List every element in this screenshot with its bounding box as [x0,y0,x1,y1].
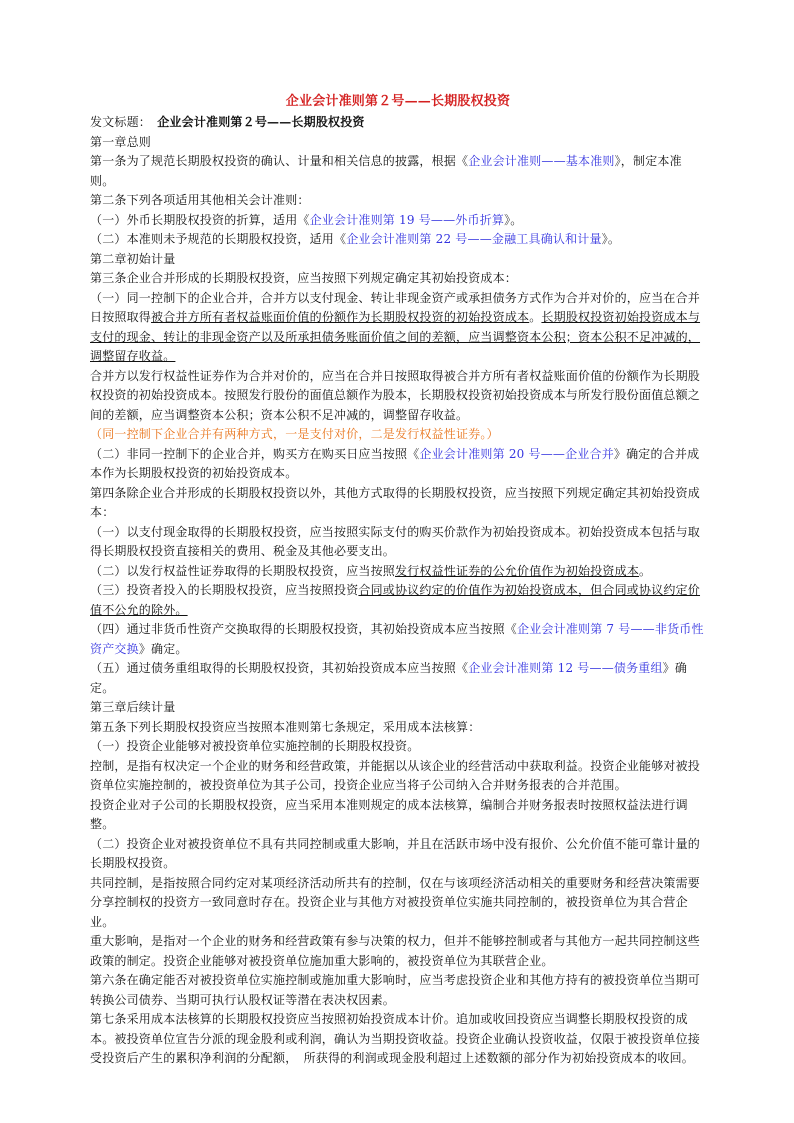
article-7: 第七条采用成本法核算的长期股权投资应当按照初始投资成本计价。追加或收回投资应当调整长期股权投资的成本。被投资单位宣告分派的现金股利或利润，确认为当期投资收益。投资企业确认投资收益，仅限于被投资单位接受投资后产生的累积净利润的分配额， 所获得的利润或现金股利超过上述数额的部分作为初始投资成本的收回。 [90,1012,701,1065]
article-3-item-2 [90,445,706,484]
link-standard-12[interactable]: 企业会计准则第 12 号——债务重组 [468,661,663,675]
item-text-end: 》确定的合并成本作为长期股权投资的初始投资成本。 [90,446,700,480]
item-text-end: 》确定。 [90,661,688,695]
item-text-end: 》确定。 [138,641,188,656]
article-3: 第三条企业合并形成的长期股权投资，应当按照下列规定确定其初始投资成本： [90,271,518,285]
article-4-item-3 [90,581,706,620]
item-text: （一）外币长期股权投资的折算，适用《 [90,212,310,227]
underlined-text: 长期股权投资初始投资成本与支付的现金、转让的非现金资产以及所承担债务账面价值之间的差额，应当调整资本公积；资本公积不足冲减的，调整留存收益。 [90,310,701,363]
article-4: 第四条除企业合并形成的长期股权投资以外，其他方式取得的长期股权投资，应当按照下列规定确定其初始投资成本： [90,485,701,519]
article-1-text-end: 》，制定本准则。 [90,154,682,188]
document-page [90,92,706,1069]
article-4-item-5 [90,659,706,698]
underlined-text: 发行权益性证券的公允价值作为初始投资成本 [395,563,640,578]
item-text: （五）通过债务重组取得的长期股权投资，其初始投资成本应当按照《 [90,661,469,675]
article-5-item-2: （二）投资企业对被投资单位不具有共同控制或重大影响，并且在活跃市场中没有报价、公允价值不能可靠计量的长期股权投资。 [90,836,701,870]
article-2-item-1 [90,211,706,231]
item-text: （二）非同一控制下的企业合并，购买方在购买日应当按照《 [90,446,420,461]
link-standard-22[interactable]: 企业会计准则第 22 号——金融工具确认和计量 [346,232,602,246]
article-6: 第六条在确定能否对被投资单位实施控制或施加重大影响时，应当考虑投资企业和其他方持有的被投资单位当期可转换公司债券、当期可执行认股权证等潜在表决权因素。 [90,973,701,1007]
item-text: （四）通过非货币性资产交换取得的长期股权投资，其初始投资成本应当按照《 [90,622,518,636]
item-text: （二）以发行权益性证券取得的长期股权投资，应当按照 [90,563,396,578]
article-3-paragraph: 合并方以发行权益性证券作为合并对价的，应当在合并日按照取得被合并方所有者权益账面价值的份额作为长期股权投资的初始投资成本。按照发行股份的面值总额作为股本，长期股权投资初始投资成本与所发行股份面值总额之间的差额，应当调整资本公积；资本公积不足冲减的，调整留存收益。 [90,368,701,422]
item-text-end: 。 [639,563,652,578]
article-1 [90,152,706,191]
underlined-text: 合同或协议约定的价值作为初始投资成本，但合同或协议约定价值不公允的除外。 [90,583,701,617]
joint-control-definition: 共同控制，是指按照合同约定对某项经济活动所共有的控制，仅在与该项经济活动相关的重要财务和经营决策需要分享控制权的投资方一致同意时存在。投资企业与其他方对被投资单位实施共同控制的，被投资单位为其合营企业。 [90,875,701,929]
link-basic-standard[interactable]: 企业会计准则——基本准则 [468,154,615,168]
article-4-item-4 [90,620,706,659]
item-text-mid: 。 [529,310,542,324]
document-title: 企业会计准则第２号——长期股权投资 [285,94,511,109]
item-text-end: 》。 [601,232,621,246]
article-4-item-2 [90,562,706,582]
article-4-item-1: （一）以支付现金取得的长期股权投资，应当按照实际支付的购买价款作为初始投资成本。初始投资成本包括与取得长期股权投资直接相关的费用、税金及其他必要支出。 [90,524,701,558]
subject-line [90,113,706,133]
control-definition: 控制，是指有权决定一个企业的财务和经营政策，并能据以从该企业的经营活动中获取利益。投资企业能够对被投资单位实施控制的，被投资单位为其子公司，投资企业应当将子公司纳入合并财务报表的合并范围。 [90,758,701,792]
article-1-text: 第一条为了规范长期股权投资的确认、计量和相关信息的披露，根据《 [90,154,469,168]
significant-influence-definition: 重大影响，是指对一个企业的财务和经营政策有参与决策的权力，但并不能够控制或者与其他方一起共同控制这些政策的制定。投资企业能够对被投资单位施加重大影响的，被投资单位为其联营企业。 [90,934,701,968]
article-2-item-2 [90,230,706,250]
subject-label: 发文标题： [90,115,146,129]
item-text: （二）本准则未予规范的长期股权投资，适用《 [90,232,347,246]
item-text-end: 》。 [504,212,523,227]
item-text: （一）同一控制下的企业合并，合并方以支付现金、转让非现金资产或承担债务方式作为合并对价的，应当在合并日按照取得 [90,290,701,324]
chapter-1-heading: 第一章总则 [90,134,152,149]
article-3-note: （同一控制下企业合并有两种方式，一是支付对价，二是发行权益性证券。） [90,427,499,441]
link-standard-20[interactable]: 企业会计准则第 20 号——企业合并 [419,446,614,461]
article-5: 第五条下列长期股权投资应当按照本准则第七条规定，采用成本法核算： [90,719,481,734]
article-2: 第二条下列各项适用其他相关会计准则： [90,193,310,207]
subsidiary-paragraph: 投资企业对子公司的长期股权投资，应当采用本准则规定的成本法核算，编制合并财务报表时按照权益法进行调整。 [90,797,688,831]
underlined-text: 被合并方所有者权益账面价值的份额作为长期股权投资的初始投资成本 [151,310,530,324]
subject-value: 企业会计准则第２号——长期股权投资 [157,115,365,129]
article-5-item-1: （一）投资企业能够对被投资单位实施控制的长期股权投资。 [90,739,420,753]
item-text: （三）投资者投入的长期股权投资，应当按照投资 [90,583,359,597]
article-3-item-1 [90,289,706,367]
chapter-3-heading: 第三章后续计量 [90,700,176,714]
chapter-2-heading: 第二章初始计量 [90,251,176,266]
link-standard-7[interactable]: 企业会计准则第 7 号——非货币性资产交换 [90,622,704,656]
link-standard-19[interactable]: 企业会计准则第 19 号——外币折算 [309,212,505,227]
